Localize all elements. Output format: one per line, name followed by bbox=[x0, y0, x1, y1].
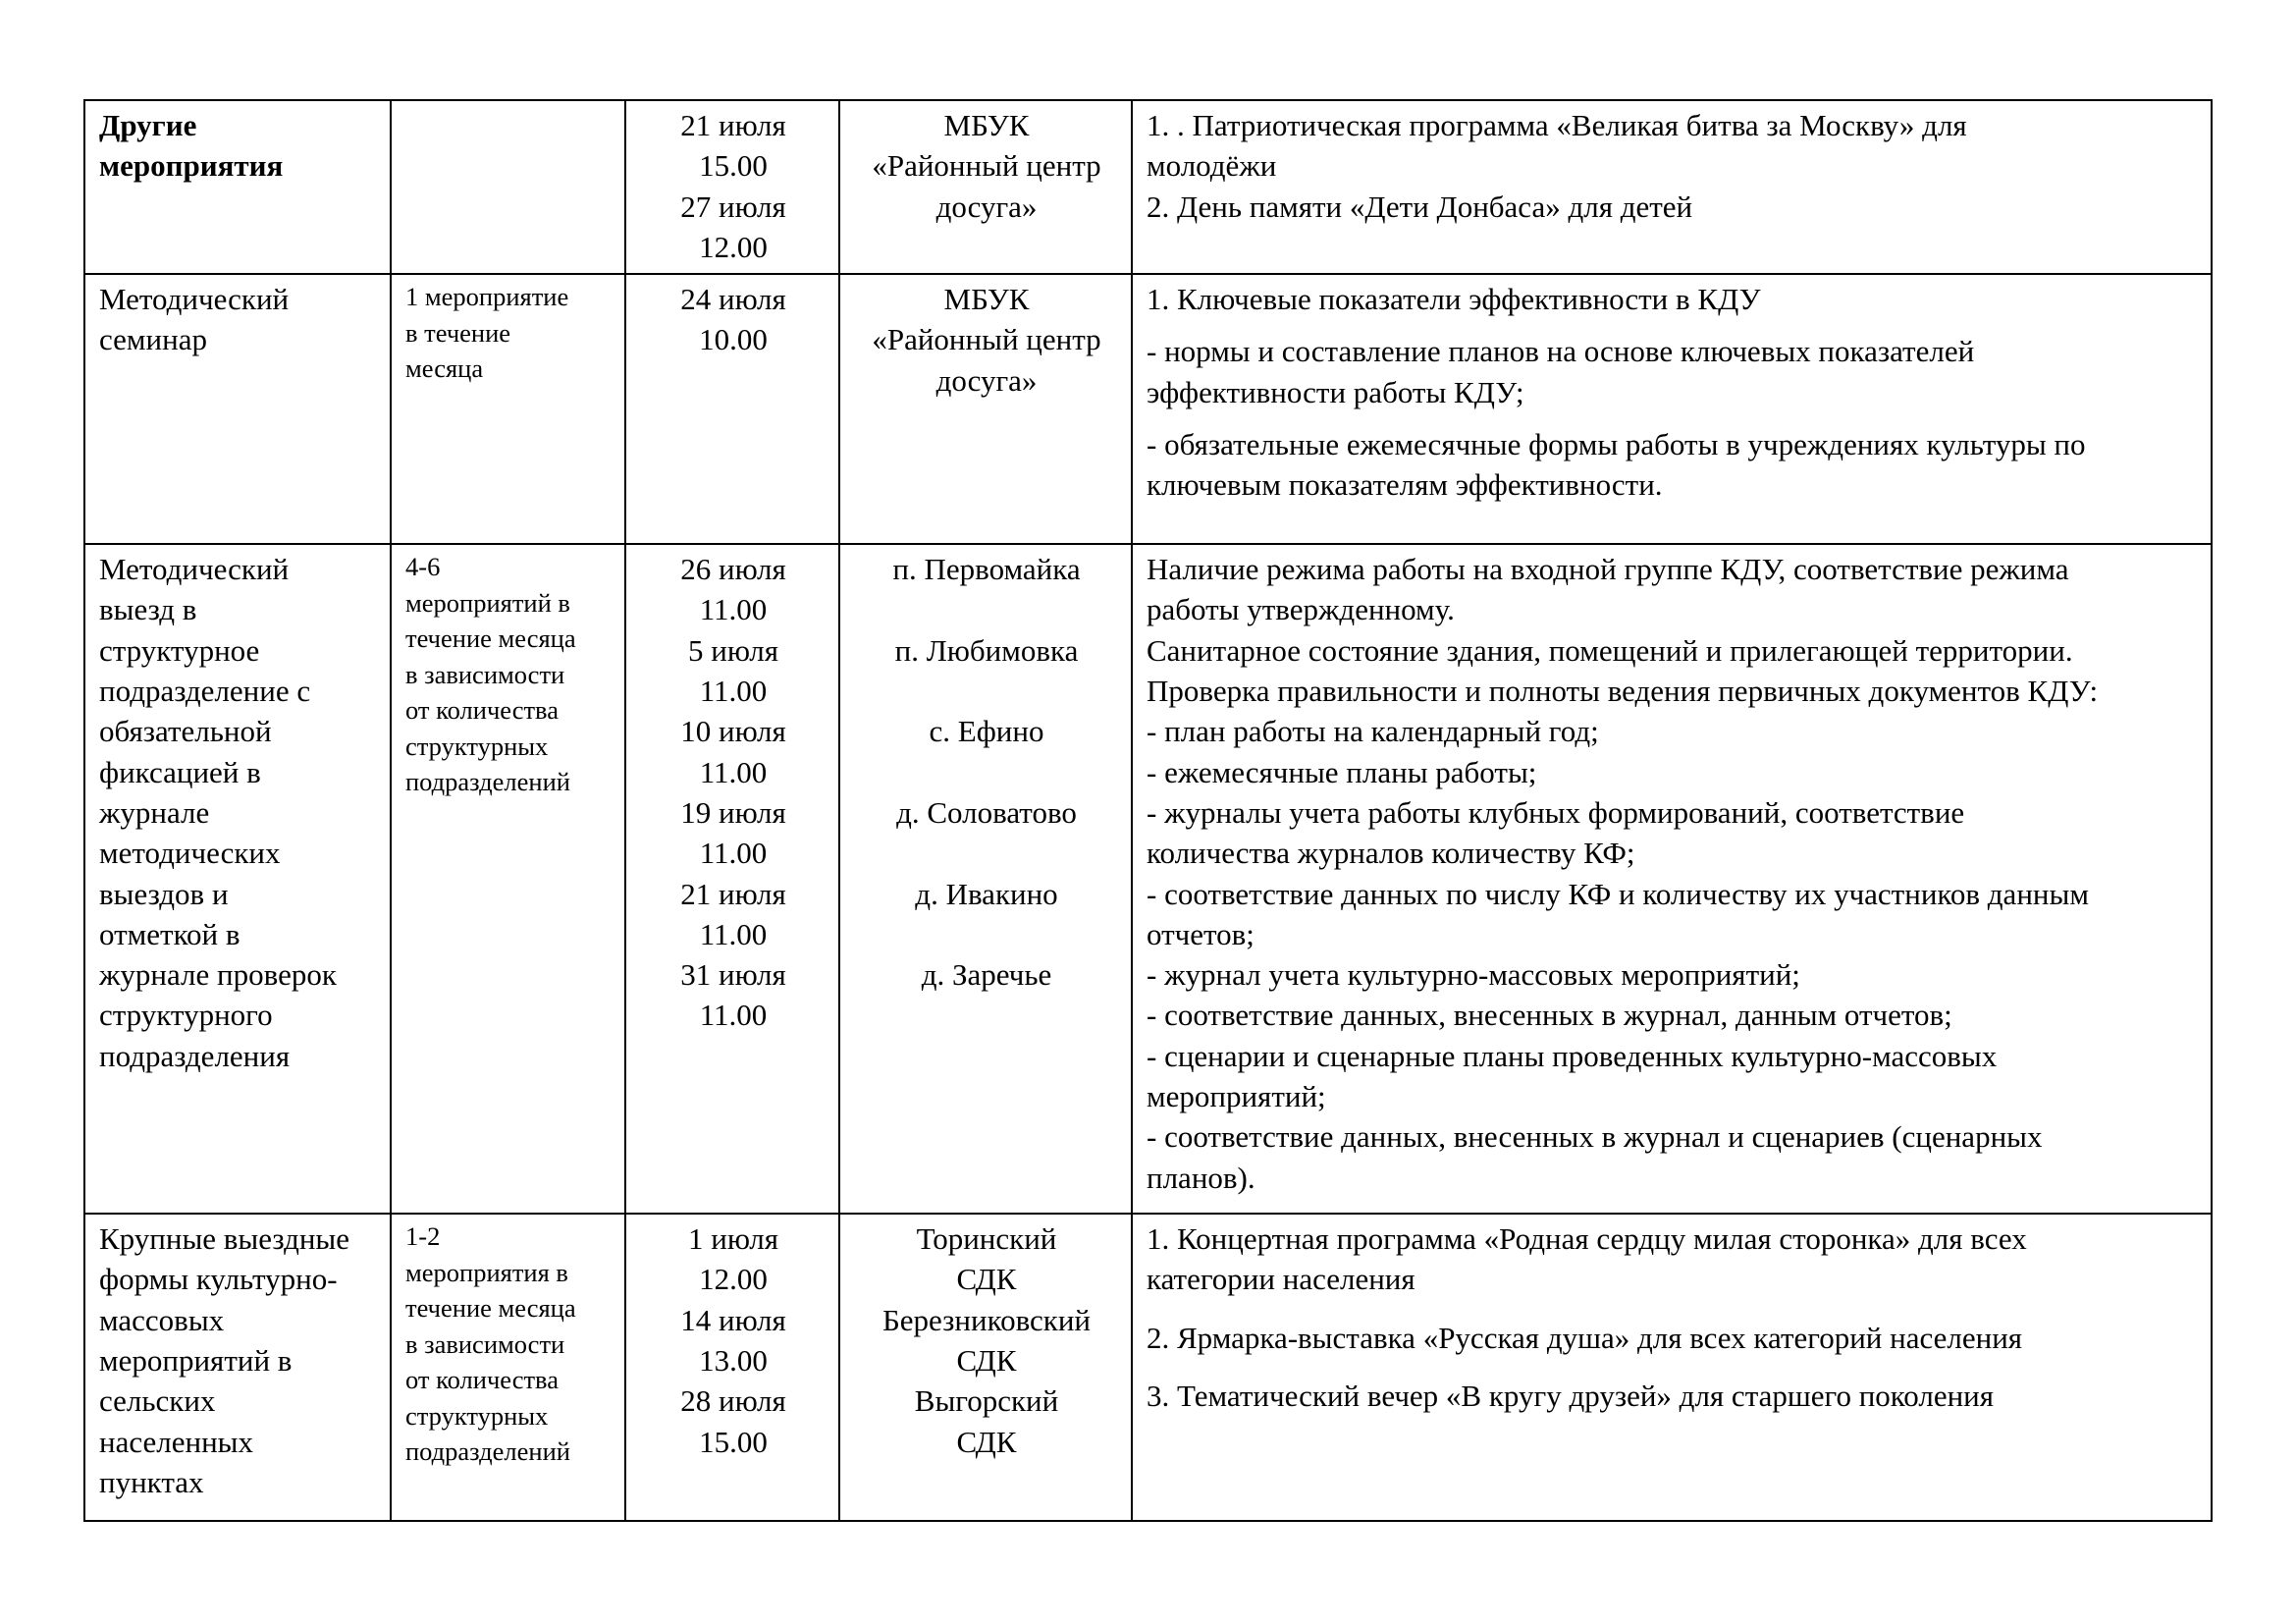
content-line: - соответствие данных по числу КФ и количеству их участников данным bbox=[1147, 876, 2089, 911]
event-line: формы культурно- bbox=[99, 1262, 338, 1297]
content-line: 1. . Патриотическая программа «Великая битва за Москву» для bbox=[1147, 108, 1967, 142]
count-line: течение месяца bbox=[405, 1293, 576, 1324]
event-line: подразделение с bbox=[99, 674, 311, 709]
place-line: «Районный центр bbox=[872, 148, 1101, 184]
count-line: структурных bbox=[405, 731, 549, 761]
place-line: с. Ефино bbox=[929, 714, 1044, 749]
event-line: подразделения bbox=[99, 1038, 291, 1073]
count-line: мероприятия в bbox=[405, 1257, 568, 1287]
content-line: - план работы на календарный год; bbox=[1147, 714, 1599, 749]
place-cell bbox=[839, 544, 1132, 1214]
content-line: молодёжи bbox=[1147, 148, 1277, 184]
event-line: обязательной bbox=[99, 714, 272, 749]
date-line: 19 июля bbox=[680, 794, 786, 830]
time-line: 10.00 bbox=[699, 322, 768, 357]
count-line: мероприятий в bbox=[405, 587, 570, 618]
place-line: Березниковский bbox=[881, 1302, 1092, 1337]
count-cell bbox=[391, 274, 625, 544]
date-line: 31 июля bbox=[680, 957, 786, 993]
count-line: в зависимости bbox=[405, 659, 565, 689]
content-line: планов). bbox=[1147, 1160, 1255, 1195]
date-line: 27 июля bbox=[680, 189, 786, 224]
content-line: Наличие режима работы на входной группе КДУ, соответствие режима bbox=[1147, 552, 2069, 587]
count-line: подразделений bbox=[405, 767, 570, 797]
date-line: 24 июля bbox=[680, 282, 786, 317]
time-line: 11.00 bbox=[699, 592, 768, 627]
date-line: 5 июля bbox=[688, 632, 778, 668]
count-line: течение месяца bbox=[405, 623, 576, 654]
date-cell bbox=[625, 100, 839, 274]
event-line: Крупные выездные bbox=[99, 1221, 350, 1257]
place-line: Торинский bbox=[916, 1221, 1057, 1257]
content-cell bbox=[1132, 544, 2212, 1214]
table-row bbox=[84, 100, 2212, 274]
place-line: п. Первомайка bbox=[892, 552, 1081, 587]
content-line: категории населения bbox=[1147, 1262, 1415, 1297]
content-line: - журнал учета культурно-массовых мероприятий; bbox=[1147, 957, 1800, 993]
time-line: 13.00 bbox=[699, 1343, 768, 1379]
content-line: - соответствие данных, внесенных в журнал, данным отчетов; bbox=[1147, 998, 1952, 1033]
place-line: д. Ивакино bbox=[915, 876, 1058, 911]
place-cell bbox=[839, 1214, 1132, 1521]
place-line: «Районный центр bbox=[872, 322, 1101, 357]
content-line: 3. Тематический вечер «В кругу друзей» для старшего поколения bbox=[1147, 1379, 1995, 1414]
count-line: в зависимости bbox=[405, 1328, 565, 1359]
event-cell bbox=[84, 544, 391, 1214]
content-line: 1. Ключевые показатели эффективности в КДУ bbox=[1147, 282, 1761, 317]
place-cell bbox=[839, 274, 1132, 544]
content-cell bbox=[1132, 1214, 2212, 1521]
content-line: - журналы учета работы клубных формирований, соответствие bbox=[1147, 794, 1965, 830]
place-line: СДК bbox=[956, 1424, 1017, 1459]
event-line: пунктах bbox=[99, 1464, 204, 1499]
date-line: 21 июля bbox=[680, 876, 786, 911]
count-line: 1-2 bbox=[405, 1221, 441, 1252]
time-line: 11.00 bbox=[699, 916, 768, 951]
count-line: 4-6 bbox=[405, 552, 441, 582]
count-line: месяца bbox=[405, 353, 484, 384]
event-cell bbox=[84, 100, 391, 274]
place-line: п. Любимовка bbox=[894, 632, 1079, 668]
event-line: семинар bbox=[99, 322, 207, 357]
content-cell bbox=[1132, 100, 2212, 274]
date-line: 1 июля bbox=[688, 1221, 778, 1257]
event-line: Другие bbox=[99, 108, 197, 142]
date-line: 14 июля bbox=[680, 1302, 786, 1337]
time-line: 11.00 bbox=[699, 998, 768, 1033]
date-line: 10 июля bbox=[680, 714, 786, 749]
date-line: 28 июля bbox=[680, 1383, 786, 1419]
time-line: 12.00 bbox=[699, 1262, 768, 1297]
event-line: выездов и bbox=[99, 876, 229, 911]
event-cell bbox=[84, 274, 391, 544]
time-line: 11.00 bbox=[699, 674, 768, 709]
place-line: Выгорский bbox=[914, 1383, 1059, 1419]
time-line: 11.00 bbox=[699, 836, 768, 871]
content-line: - обязательные ежемесячные формы работы в учреждениях культуры по bbox=[1147, 427, 2086, 462]
content-line: 2. День памяти «Дети Донбаса» для детей bbox=[1147, 189, 1693, 224]
time-line: 11.00 bbox=[699, 754, 768, 789]
content-line: - сценарии и сценарные планы проведенных культурно-массовых bbox=[1147, 1038, 1998, 1073]
content-line: - соответствие данных, внесенных в журнал и сценариев (сценарных bbox=[1147, 1119, 2043, 1155]
date-cell bbox=[625, 1214, 839, 1521]
event-line: структурного bbox=[99, 998, 273, 1033]
content-line: Санитарное состояние здания, помещений и прилегающей территории. bbox=[1147, 632, 2073, 668]
content-line: эффективности работы КДУ; bbox=[1147, 374, 1524, 409]
count-line: подразделений bbox=[405, 1436, 570, 1467]
place-line: досуга» bbox=[935, 362, 1038, 398]
event-line: фиксацией в bbox=[99, 754, 261, 789]
count-cell bbox=[391, 100, 625, 274]
content-line: Проверка правильности и полноты ведения первичных документов КДУ: bbox=[1147, 674, 2099, 709]
place-line: д. Заречье bbox=[921, 957, 1052, 993]
content-line: 1. Концертная программа «Родная сердцу милая сторонка» для всех bbox=[1147, 1221, 2027, 1257]
count-cell bbox=[391, 544, 625, 1214]
content-line: отчетов; bbox=[1147, 916, 1255, 951]
event-line: мероприятий в bbox=[99, 1343, 293, 1379]
plan-table bbox=[83, 99, 2213, 1522]
content-line: работы утвержденному. bbox=[1147, 592, 1455, 627]
table-row bbox=[84, 1214, 2212, 1521]
content-line: - нормы и составление планов на основе ключевых показателей bbox=[1147, 334, 1975, 369]
date-cell bbox=[625, 274, 839, 544]
count-line: от количества bbox=[405, 1365, 559, 1395]
event-line: отметкой в bbox=[99, 916, 240, 951]
place-line: СДК bbox=[956, 1262, 1017, 1297]
time-line: 15.00 bbox=[699, 1424, 768, 1459]
place-line: д. Соловатово bbox=[896, 794, 1077, 830]
event-line: мероприятия bbox=[99, 148, 284, 184]
event-line: Методический bbox=[99, 282, 290, 317]
time-line: 15.00 bbox=[699, 148, 768, 184]
content-line: мероприятий; bbox=[1147, 1079, 1326, 1114]
count-cell bbox=[391, 1214, 625, 1521]
event-line: выезд в bbox=[99, 592, 197, 627]
event-line: населенных bbox=[99, 1424, 253, 1459]
count-line: от количества bbox=[405, 695, 559, 726]
date-line: 26 июля bbox=[680, 552, 786, 587]
content-line: 2. Ярмарка-выставка «Русская душа» для всех категорий населения bbox=[1147, 1320, 2023, 1355]
content-cell bbox=[1132, 274, 2212, 544]
event-line: Методический bbox=[99, 552, 290, 587]
place-cell bbox=[839, 100, 1132, 274]
place-line: досуга» bbox=[935, 189, 1038, 224]
content-line: - ежемесячные планы работы; bbox=[1147, 754, 1537, 789]
place-line: СДК bbox=[956, 1343, 1017, 1379]
event-cell bbox=[84, 1214, 391, 1521]
table-row bbox=[84, 544, 2212, 1214]
content-line: ключевым показателям эффективности. bbox=[1147, 467, 1663, 503]
event-line: журнале bbox=[99, 794, 210, 830]
event-line: структурное bbox=[99, 632, 260, 668]
content-line: количества журналов количеству КФ; bbox=[1147, 836, 1635, 871]
event-line: сельских bbox=[99, 1383, 216, 1419]
event-line: массовых bbox=[99, 1302, 225, 1337]
count-line: в течение bbox=[405, 317, 511, 348]
place-line: МБУК bbox=[943, 108, 1030, 142]
time-line: 12.00 bbox=[699, 229, 768, 264]
place-line: МБУК bbox=[943, 282, 1030, 317]
event-line: журнале проверок bbox=[99, 957, 337, 993]
count-line: 1 мероприятие bbox=[405, 282, 569, 312]
count-line: структурных bbox=[405, 1400, 549, 1431]
date-line: 21 июля bbox=[680, 108, 786, 142]
table-row bbox=[84, 274, 2212, 544]
date-cell bbox=[625, 544, 839, 1214]
event-line: методических bbox=[99, 836, 281, 871]
